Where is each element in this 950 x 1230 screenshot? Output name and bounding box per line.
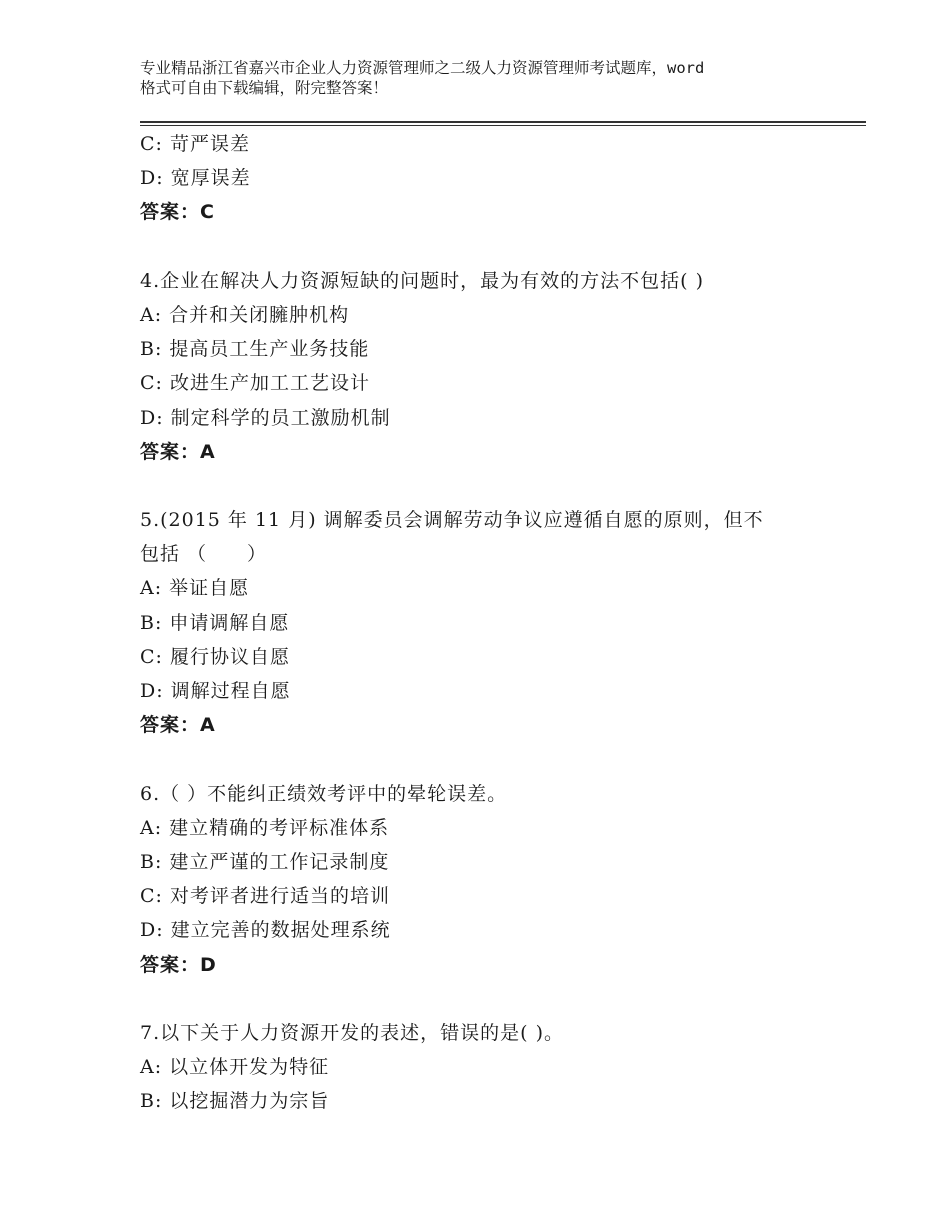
question-7	[140, 1016, 840, 1119]
answer: 答案：C	[140, 201, 215, 224]
spacer	[140, 742, 840, 776]
question-stem: 4.企业在解决人力资源短缺的问题时，最为有效的方法不包括( )	[140, 269, 704, 292]
spacer	[140, 982, 840, 1016]
header-line-1: 专业精品浙江省嘉兴市企业人力资源管理师之二级人力资源管理师考试题库，word	[140, 59, 705, 77]
answer: 答案：A	[140, 440, 216, 463]
option-b: B: 以挖掘潜力为宗旨	[140, 1090, 330, 1113]
option-a: A: 以立体开发为特征	[140, 1056, 330, 1079]
option-d: D: 宽厚误差	[140, 167, 251, 190]
option-c: C: 履行协议自愿	[140, 645, 290, 668]
spacer	[140, 230, 840, 264]
answer: 答案：D	[140, 953, 217, 976]
question-3-tail	[140, 127, 840, 230]
question-stem: 5.(2015 年 11 月) 调解委员会调解劳动争议应遵循自愿的原则，但不	[140, 509, 764, 532]
question-stem: 7.以下关于人力资源开发的表述，错误的是( )。	[140, 1021, 564, 1044]
question-4	[140, 264, 840, 469]
question-list	[140, 127, 840, 1118]
page-header	[140, 58, 830, 98]
option-c: C: 改进生产加工工艺设计	[140, 372, 370, 395]
option-d: D: 建立完善的数据处理系统	[140, 919, 391, 942]
option-b: B: 提高员工生产业务技能	[140, 338, 370, 361]
option-b: B: 建立严谨的工作记录制度	[140, 850, 390, 873]
question-stem-continued: 包括 （ ）	[140, 543, 268, 566]
option-b: B: 申请调解自愿	[140, 611, 290, 634]
question-stem: 6.（ ）不能纠正绩效考评中的晕轮误差。	[140, 782, 508, 805]
answer: 答案：A	[140, 714, 216, 737]
option-a: A: 举证自愿	[140, 577, 250, 600]
header-rule-thin	[140, 125, 866, 126]
question-6	[140, 777, 840, 982]
option-d: D: 制定科学的员工激励机制	[140, 406, 391, 429]
option-d: D: 调解过程自愿	[140, 680, 291, 702]
question-5	[140, 503, 840, 742]
spacer	[140, 469, 840, 503]
option-a: A: 合并和关闭臃肿机构	[140, 303, 350, 326]
header-line-2: 格式可自由下载编辑，附完整答案！	[140, 79, 389, 97]
option-a: A: 建立精确的考评标准体系	[140, 816, 390, 839]
option-c: C: 苛严误差	[140, 133, 250, 155]
option-c: C: 对考评者进行适当的培训	[140, 885, 390, 908]
header-rule-thick	[140, 121, 866, 123]
